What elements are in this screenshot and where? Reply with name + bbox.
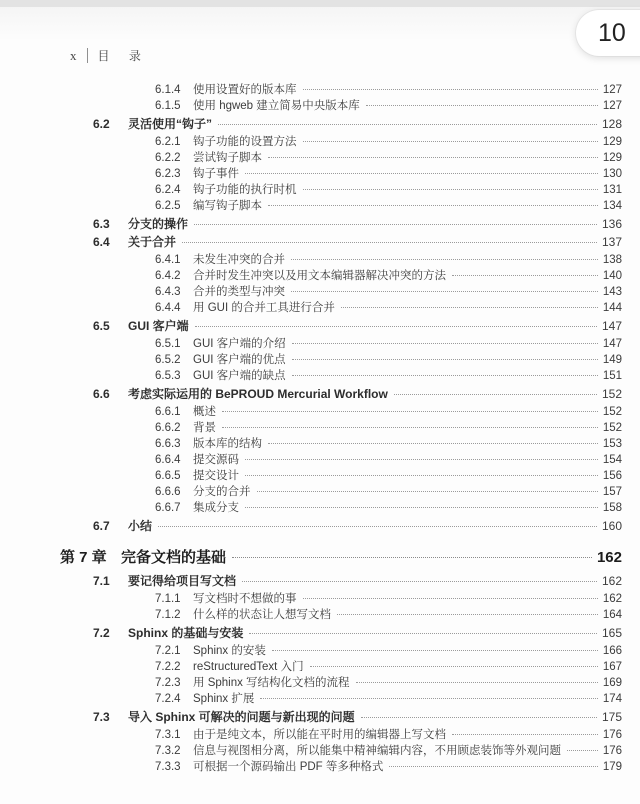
table-of-contents [60,81,622,774]
toc-entry-page: 157 [602,486,622,498]
dot-leader [366,105,598,106]
toc-entry-page: 131 [602,184,622,196]
toc-entry [60,483,622,499]
toc-entry-number: 7.3.1 [155,729,181,741]
dot-leader [268,205,598,206]
toc-entry-title: GUI 客户端 [128,319,189,333]
dot-leader [245,507,598,508]
toc-entry [60,215,622,231]
toc-entry-number: 6.6.4 [155,454,181,466]
toc-entry-title: 分支的操作 [128,217,189,231]
dot-leader [194,224,597,225]
toc-entry-title: 写文档时不想做的事 [193,593,297,605]
dot-leader [356,682,598,683]
toc-entry-number: 6.4.4 [155,302,181,314]
toc-entry-number: 7.2.1 [155,645,181,657]
toc-entry-number: 6.6.2 [155,422,181,434]
toc-entry [60,642,622,658]
page-indicator-badge[interactable] [576,10,640,56]
toc-entry-title: Sphinx 扩展 [193,693,255,705]
toc-entry [60,367,622,383]
toc-entry-number: 6.2.5 [155,200,181,212]
dot-leader [158,526,597,527]
toc-entry-page: 140 [602,270,622,282]
running-header [70,47,149,64]
toc-entry-page: 174 [602,693,622,705]
toc-entry [60,267,622,283]
toc-entry-number: 6.6.7 [155,502,181,514]
dot-leader [195,326,597,327]
toc-entry-page: 147 [601,319,622,333]
toc-entry-number: 7.1.2 [155,609,181,621]
dot-leader [291,291,598,292]
toc-entry-number: 6.2 [93,117,110,131]
dot-leader [303,141,598,142]
toc-entry-page: 158 [602,502,622,514]
toc-entry [60,335,622,351]
toc-entry-title: reStructuredText 入门 [193,661,304,673]
toc-entry-title: 钩子事件 [193,168,239,180]
dot-leader [292,375,598,376]
toc-entry-page: 152 [602,406,622,418]
toc-entry-title: Sphinx 的基础与安装 [128,626,244,640]
dot-leader [222,411,598,412]
toc-entry-title: 用 Sphinx 写结构化文档的流程 [193,677,350,689]
toc-entry-title: 提交设计 [193,470,239,482]
toc-entry-page: 166 [602,645,622,657]
toc-entry-number: 7.3.2 [155,745,181,757]
toc-entry-title: 分支的合并 [193,486,251,498]
toc-entry-title: 使用设置好的版本库 [193,84,297,96]
dot-leader [303,189,598,190]
toc-entry [60,165,622,181]
toc-entry-page: 179 [602,761,622,773]
toc-entry-number: 7.2 [93,626,110,640]
header-section-title: 目 录 [97,49,149,63]
toc-entry [60,385,622,401]
dot-leader [268,443,598,444]
toc-entry [60,451,622,467]
toc-entry [60,708,622,724]
toc-entry-page: 147 [602,338,622,350]
toc-entry-page: 144 [602,302,622,314]
toc-entry-title: 什么样的状态让人想写文档 [193,609,331,621]
toc-entry-page: 137 [601,235,622,249]
toc-entry-title: 钩子功能的执行时机 [193,184,297,196]
toc-entry [60,572,622,588]
toc-entry-title: 信息与视图相分离，所以能集中精神编辑内容，不用顾虑装饰等外观问题 [193,745,561,757]
toc-entry-page: 128 [601,117,622,131]
toc-entry-number: 7.2.4 [155,693,181,705]
dot-leader [292,359,598,360]
toc-entry [60,517,622,533]
dot-leader [452,734,598,735]
toc-entry [60,690,622,706]
dot-leader [182,242,597,243]
dot-leader [303,598,598,599]
toc-entry [60,742,622,758]
toc-entry-number: 7.1.1 [155,593,181,605]
toc-entry [60,624,622,640]
toc-entry-page: 175 [601,710,622,724]
toc-entry [60,419,622,435]
toc-entry [60,658,622,674]
dot-leader [291,259,598,260]
dot-leader [245,475,598,476]
toc-entry-page: 134 [602,200,622,212]
toc-entry-title: GUI 客户端的缺点 [193,370,286,382]
dot-leader [567,750,598,751]
toc-entry [60,590,622,606]
toc-entry-number: 6.2.1 [155,136,181,148]
toc-entry-title: 提交源码 [193,454,239,466]
dot-leader [242,581,597,582]
dot-leader [222,427,598,428]
toc-entry-title: GUI 客户端的介绍 [193,338,286,350]
toc-entry-number: 6.6.5 [155,470,181,482]
toc-entry-title: 用 GUI 的合并工具进行合并 [193,302,335,314]
toc-entry-title: Sphinx 的安装 [193,645,266,657]
toc-entry-number: 6.3 [93,217,110,231]
dot-leader [361,717,597,718]
toc-entry-title: 导入 Sphinx 可解决的问题与新出现的问题 [128,710,355,724]
toc-entry-number: 6.4 [93,235,110,249]
dot-leader [394,394,597,395]
toc-entry [60,133,622,149]
toc-entry-page: 152 [602,422,622,434]
toc-entry-number: 6.5.2 [155,354,181,366]
toc-entry-title: 关于合并 [128,235,177,249]
toc-entry-title: 钩子功能的设置方法 [193,136,297,148]
dot-leader [452,275,598,276]
page-indicator-label: 10 [598,18,626,47]
toc-entry-page: 127 [602,100,622,112]
toc-entry [60,233,622,249]
dot-leader [245,459,598,460]
dot-leader [341,307,598,308]
toc-entry-number: 7.1 [93,574,110,588]
toc-entry [60,299,622,315]
toc-entry-page: 169 [602,677,622,689]
toc-entry-page: 164 [602,609,622,621]
toc-entry-number: 6.6 [93,387,110,401]
header-divider [87,48,88,63]
toc-entry-page: 165 [601,626,622,640]
toc-entry-title: 考虑实际运用的 BePROUD Mercurial Workflow [128,387,388,401]
toc-entry-number: 第 7 章 [60,549,107,566]
toc-entry-page: 136 [601,217,622,231]
toc-entry [60,97,622,113]
roman-page-number: x [70,47,77,63]
toc-entry-page: 167 [602,661,622,673]
toc-entry-title: 未发生冲突的合并 [193,254,285,266]
toc-entry [60,435,622,451]
dot-leader [389,766,597,767]
dot-leader [257,491,598,492]
toc-entry-page: 156 [602,470,622,482]
toc-entry-title: 完备文档的基础 [121,549,227,566]
toc-entry [60,149,622,165]
toc-entry-number: 6.6.1 [155,406,181,418]
toc-entry [60,467,622,483]
toc-entry-page: 162 [601,574,622,588]
toc-entry-page: 129 [602,136,622,148]
toc-entry-title: 合并的类型与冲突 [193,286,285,298]
toc-entry-title: 集成分支 [193,502,239,514]
dot-leader [292,343,598,344]
toc-entry [60,546,622,568]
toc-entry [60,351,622,367]
toc-entry-title: 使用 hgweb 建立简易中央版本库 [193,100,360,112]
toc-entry-page: 162 [596,549,622,566]
toc-entry-number: 7.3.3 [155,761,181,773]
toc-entry-title: 合并时发生冲突以及用文本编辑器解决冲突的方法 [193,270,446,282]
dot-leader [260,698,597,699]
toc-entry-page: 176 [602,729,622,741]
toc-entry-number: 6.4.1 [155,254,181,266]
toc-entry-page: 127 [602,84,622,96]
dot-leader [245,173,598,174]
toc-entry-page: 153 [602,438,622,450]
toc-entry [60,181,622,197]
toc-entry-number: 6.2.3 [155,168,181,180]
toc-entry-title: 概述 [193,406,216,418]
toc-entry-page: 143 [602,286,622,298]
toc-entry-title: 要记得给项目写文档 [128,574,237,588]
toc-entry-number: 6.7 [93,519,110,533]
toc-entry-number: 6.5.1 [155,338,181,350]
dot-leader [310,666,598,667]
toc-entry-number: 6.1.5 [155,100,181,112]
toc-entry-number: 6.5 [93,319,110,333]
toc-entry-title: 小结 [128,519,153,533]
toc-entry-number: 6.5.3 [155,370,181,382]
toc-entry-page: 138 [602,254,622,266]
toc-entry [60,726,622,742]
toc-entry-page: 154 [602,454,622,466]
toc-entry-number: 7.2.3 [155,677,181,689]
toc-entry-number: 7.3 [93,710,110,724]
toc-entry-number: 6.4.2 [155,270,181,282]
toc-entry [60,317,622,333]
toc-entry-title: 由于是纯文本，所以能在平时用的编辑器上写文档 [193,729,446,741]
toc-entry [60,403,622,419]
toc-entry-number: 6.1.4 [155,84,181,96]
top-divider-strip [0,0,640,7]
toc-entry [60,606,622,622]
toc-entry-number: 6.6.6 [155,486,181,498]
toc-entry [60,283,622,299]
toc-entry [60,758,622,774]
toc-entry [60,81,622,97]
toc-entry [60,197,622,213]
toc-entry-page: 152 [601,387,622,401]
toc-entry-number: 7.2.2 [155,661,181,673]
toc-entry [60,674,622,690]
toc-entry-number: 6.2.4 [155,184,181,196]
toc-entry-page: 176 [602,745,622,757]
dot-leader [268,157,598,158]
toc-entry-page: 160 [601,519,622,533]
toc-entry-number: 6.4.3 [155,286,181,298]
toc-entry-title: GUI 客户端的优点 [193,354,286,366]
toc-entry-page: 162 [602,593,622,605]
toc-entry [60,251,622,267]
toc-entry-title: 可根据一个源码输出 PDF 等多种格式 [193,761,384,773]
toc-entry-page: 129 [602,152,622,164]
toc-entry-title: 编写钩子脚本 [193,200,262,212]
toc-entry-title: 背景 [193,422,216,434]
dot-leader [303,89,598,90]
toc-entry-number: 6.2.2 [155,152,181,164]
toc-entry-page: 149 [602,354,622,366]
dot-leader [337,614,598,615]
toc-entry-page: 151 [602,370,622,382]
toc-entry [60,499,622,515]
toc-entry-title: 尝试钩子脚本 [193,152,262,164]
toc-entry-title: 版本库的结构 [193,438,262,450]
dot-leader [232,557,592,558]
toc-entry-number: 6.6.3 [155,438,181,450]
dot-leader [218,124,597,125]
toc-entry-title: 灵活使用“钩子” [128,117,213,131]
dot-leader [249,633,597,634]
toc-entry-page: 130 [602,168,622,180]
toc-entry [60,115,622,131]
dot-leader [272,650,598,651]
